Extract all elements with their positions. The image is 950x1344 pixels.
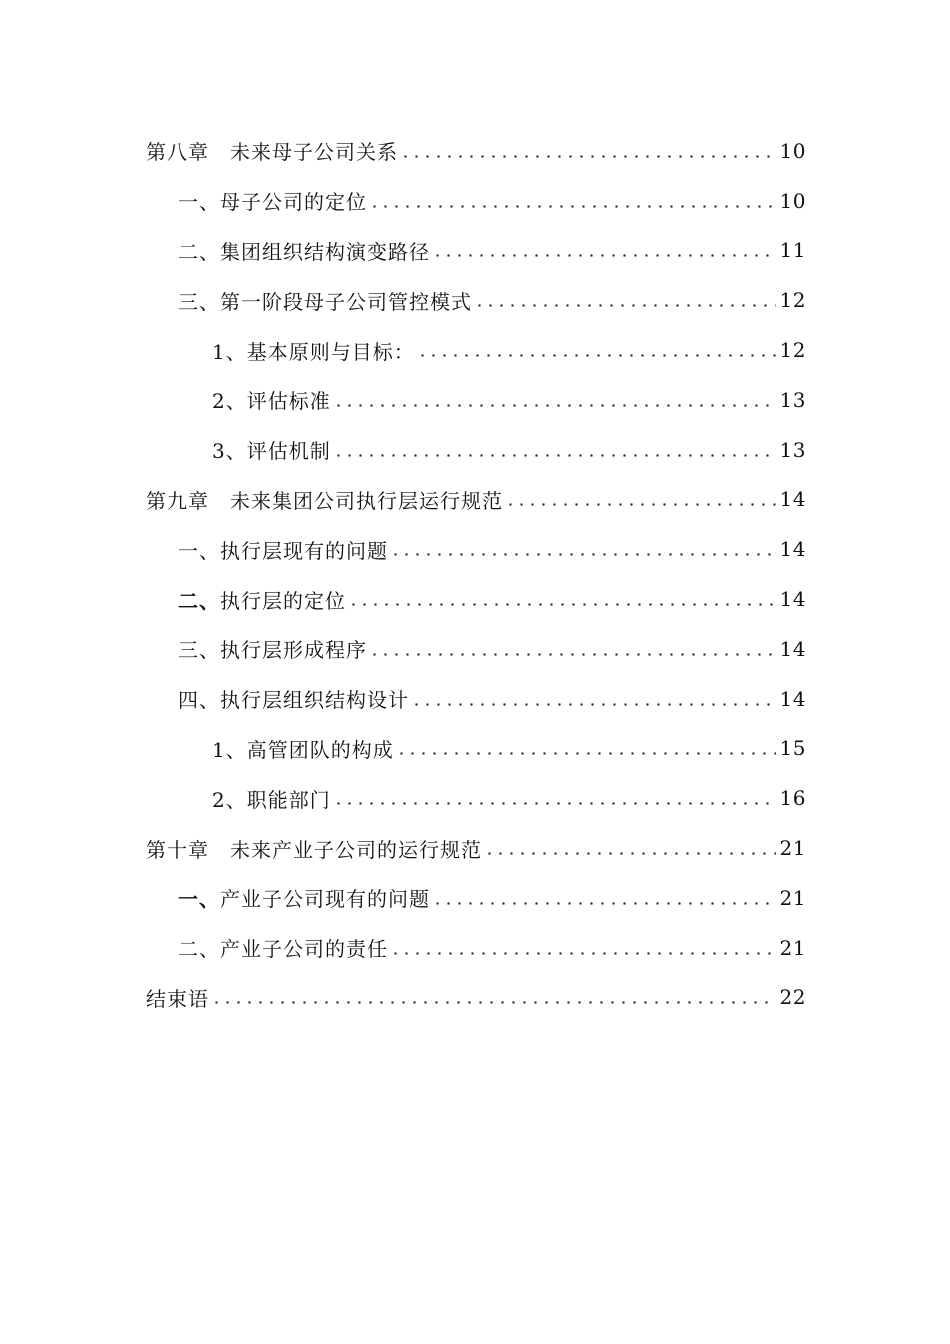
toc-entry[interactable] [146,176,806,226]
toc-page-number: 15 [779,736,806,761]
toc-entry[interactable] [146,624,806,674]
toc-entry[interactable] [146,524,806,574]
toc-entry-number: 2、 [212,389,247,414]
toc-entry-title [212,385,331,414]
toc-entry-number: 1、 [212,339,247,364]
toc-entry-title [146,136,398,165]
toc-entry-number: 2、 [212,787,247,812]
toc-leader-dots [333,788,776,808]
toc-page-number: 10 [779,138,806,163]
toc-entry-title [146,485,503,514]
toc-page-number: 13 [779,387,806,412]
toc-entry-title [146,983,209,1012]
toc-entry[interactable] [146,475,806,525]
toc-entry-text: 未来母子公司关系 [209,140,398,165]
toc-leader-dots [432,240,776,260]
toc-entry-text: 集团组织结构演变路径 [220,239,430,264]
toc-entry-title [178,535,388,564]
toc-entry-title [178,883,430,912]
toc-page-number: 21 [779,935,806,960]
toc-entry-title [178,933,388,962]
toc-entry-text: 评估机制 [246,439,331,464]
toc-entry-text: 执行层组织结构设计 [220,688,409,713]
toc-entry[interactable] [146,923,806,973]
toc-page-number: 21 [779,885,806,910]
toc-leader-dots [400,141,776,161]
toc-entry-text: 执行层的定位 [220,588,346,613]
toc-page-number: 21 [779,836,806,861]
toc-entry-number: 二、 [178,588,220,613]
table-of-contents [146,126,806,1022]
toc-entry-number: 3、 [212,439,247,464]
toc-entry-title [212,784,331,813]
toc-entry-text: 职能部门 [246,787,331,812]
toc-entry-text: 产业子公司的责任 [220,937,388,962]
toc-leader-dots [505,489,776,509]
toc-page-number: 14 [779,587,806,612]
toc-leader-dots [369,639,776,659]
toc-entry-title [178,186,367,215]
toc-page-number: 14 [779,487,806,512]
toc-entry[interactable] [146,375,806,425]
toc-page-number: 12 [779,288,806,313]
toc-entry[interactable] [146,873,806,923]
toc-entry[interactable] [146,126,806,176]
toc-entry-text: 母子公司的定位 [220,190,367,215]
toc-entry-title [212,336,415,365]
toc-entry[interactable] [146,325,806,375]
toc-leader-dots [348,589,776,609]
toc-entry[interactable] [146,574,806,624]
toc-entry-number: 第十章 [146,837,209,862]
toc-leader-dots [333,390,776,410]
toc-entry-number: 一、 [178,190,220,215]
toc-leader-dots [390,539,776,559]
toc-page-number: 13 [779,437,806,462]
toc-leader-dots [333,440,776,460]
toc-entry-text: 结束语 [146,986,209,1011]
toc-page-number: 10 [779,188,806,213]
toc-entry-title [178,286,472,315]
toc-entry-number: 第九章 [146,488,209,513]
toc-entry-title [212,734,394,763]
toc-entry[interactable] [146,226,806,276]
toc-entry-number: 四、 [178,688,220,713]
toc-entry-number: 一、 [178,887,220,912]
toc-page-number: 14 [779,636,806,661]
toc-entry[interactable] [146,823,806,873]
toc-leader-dots [432,888,776,908]
toc-entry-text: 高管团队的构成 [246,737,394,762]
toc-entry-number: 一、 [178,538,220,563]
toc-entry-number: 三、 [178,638,220,663]
toc-entry-number: 二、 [178,239,220,264]
toc-entry[interactable] [146,674,806,724]
toc-leader-dots [417,340,776,360]
toc-entry-title [178,585,346,614]
toc-entry-title [212,435,331,464]
toc-entry-title [178,634,367,663]
toc-entry-title [146,834,482,863]
toc-entry-text: 基本原则与目标： [246,339,415,364]
toc-entry-text: 评估标准 [246,389,331,414]
toc-page-number: 11 [779,238,806,263]
toc-entry-text: 执行层现有的问题 [220,538,388,563]
toc-entry[interactable] [146,425,806,475]
toc-entry[interactable] [146,724,806,774]
toc-entry-number: 1、 [212,737,247,762]
toc-entry[interactable] [146,773,806,823]
toc-page-number: 14 [779,537,806,562]
toc-entry-text: 未来产业子公司的运行规范 [209,837,482,862]
toc-entry-title [178,236,430,265]
toc-entry-title [178,684,409,713]
toc-leader-dots [369,191,776,211]
toc-page-number: 14 [779,686,806,711]
toc-entry-number: 三、 [178,289,220,314]
toc-leader-dots [390,938,776,958]
toc-entry-text: 第一阶段母子公司管控模式 [220,289,472,314]
toc-page-number: 16 [779,786,806,811]
toc-leader-dots [484,838,776,858]
toc-entry-number: 第八章 [146,140,209,165]
toc-leader-dots [396,738,776,758]
toc-entry[interactable] [146,275,806,325]
toc-leader-dots [411,689,776,709]
toc-leader-dots [211,987,776,1007]
toc-entry[interactable] [146,973,806,1023]
toc-entry-text: 产业子公司现有的问题 [220,887,430,912]
toc-entry-text: 执行层形成程序 [220,638,367,663]
toc-entry-number: 二、 [178,937,220,962]
toc-entry-text: 未来集团公司执行层运行规范 [209,488,503,513]
toc-leader-dots [474,290,776,310]
toc-page-number: 12 [779,338,806,363]
toc-page-number: 22 [779,985,806,1010]
